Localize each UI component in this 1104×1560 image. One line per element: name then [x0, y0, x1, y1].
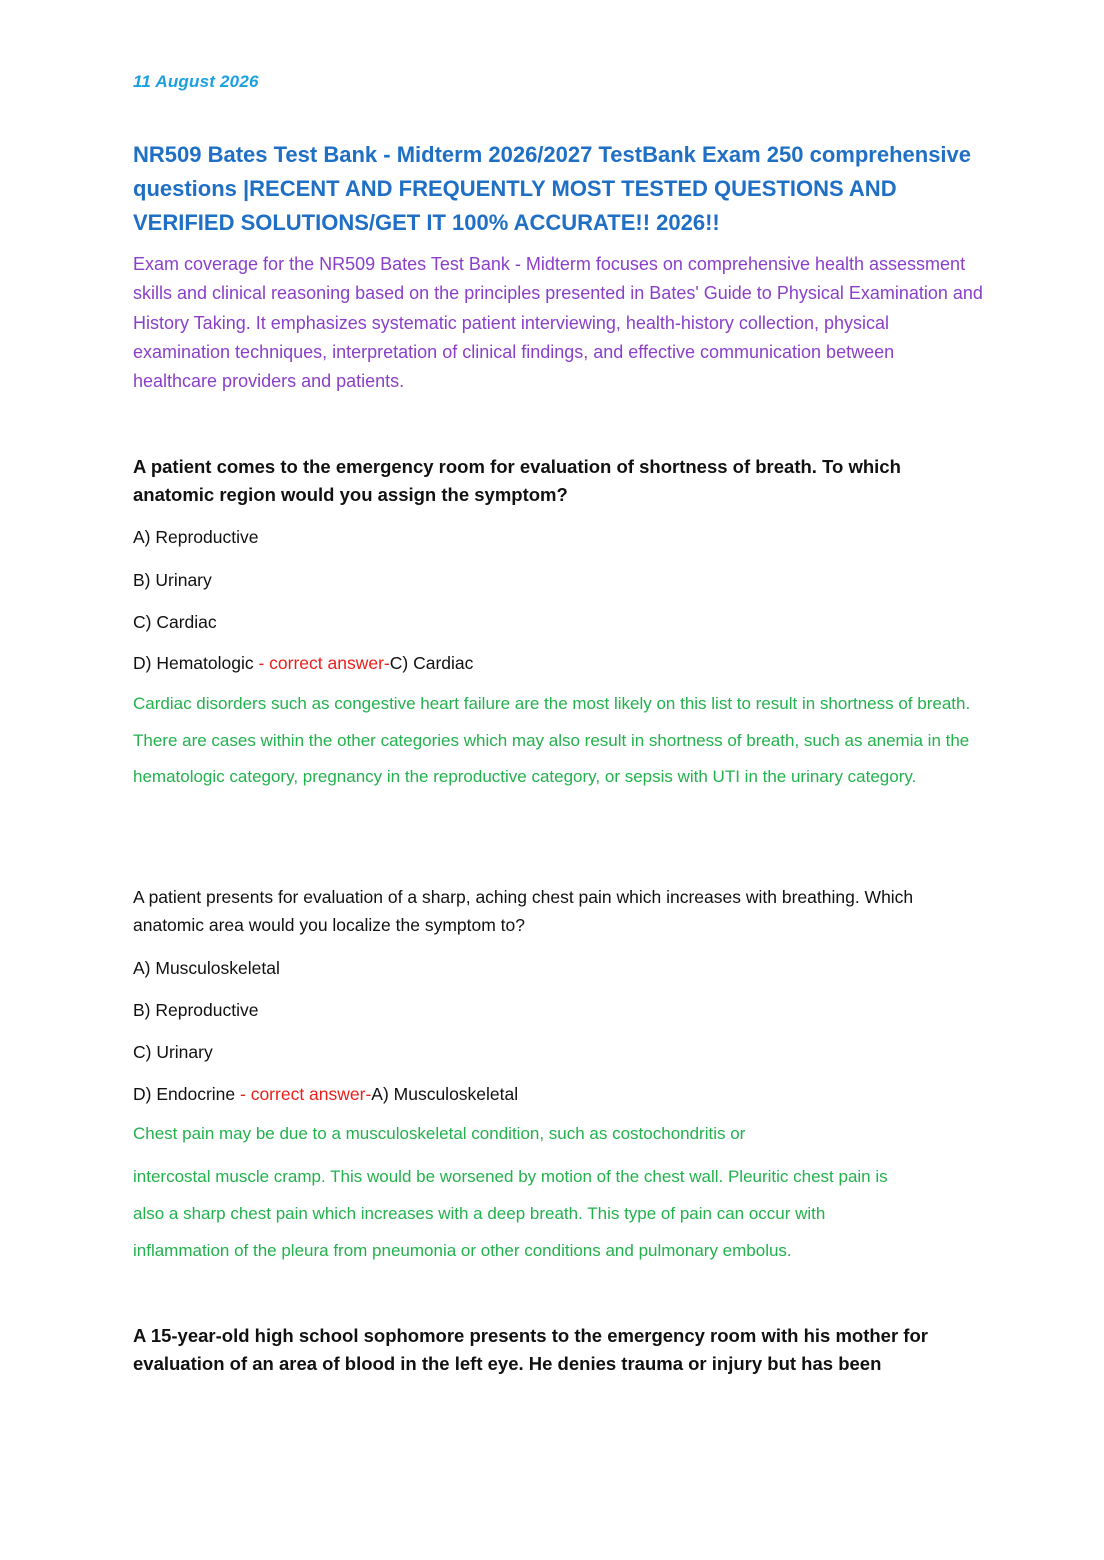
- question-2-explanation-line-1: Chest pain may be due to a musculoskeletal condition, such as costochondritis or: [133, 1124, 746, 1143]
- question-1-option-c: C) Cardiac: [133, 612, 217, 632]
- correct-answer-marker: - correct answer-: [235, 1084, 372, 1104]
- question-2-option-c: C) Urinary: [133, 1042, 213, 1062]
- question-2-option-b: B) Reproductive: [133, 1000, 259, 1020]
- question-1-explanation: Cardiac disorders such as congestive heart failure are the most likely on this list to result in shortness of breath. There are cases within the other categories which may also result in shortness of breath, such as anemia in the hematologic category, pregnancy in the reproductive category, or sepsis with UTI in the urinary category.: [133, 694, 971, 786]
- question-2-option-d-line: [133, 1083, 518, 1105]
- document-date: 11 August 2026: [133, 72, 259, 91]
- question-3-text: A 15-year-old high school sophomore presents to the emergency room with his mother for evaluation of an area of blood in the left eye. He denies trauma or injury but has been: [133, 1325, 928, 1374]
- question-2-explanation-line-3: also a sharp chest pain which increases with a deep breath. This type of pain can occur with: [133, 1204, 826, 1223]
- question-2-option-d: D) Endocrine: [133, 1084, 236, 1104]
- question-1-option-b: B) Urinary: [133, 570, 212, 590]
- document-title: NR509 Bates Test Bank - Midterm 2026/2027 TestBank Exam 250 comprehensive questions |RECENT AND FREQUENTLY MOST TESTED QUESTIONS AND VERIFIED SOLUTIONS/GET IT 100% ACCURATE!! 2026!!: [133, 142, 972, 235]
- question-1-option-d-line: [133, 652, 473, 674]
- question-1-option-a: A) Reproductive: [133, 527, 259, 547]
- correct-answer-marker: - correct answer-: [253, 653, 390, 673]
- question-1-answer: C) Cardiac: [389, 653, 474, 673]
- question-1-text: A patient comes to the emergency room for evaluation of shortness of breath. To which anatomic region would you assign the symptom?: [133, 456, 901, 505]
- question-2-explanation-line-4: inflammation of the pleura from pneumonia or other conditions and pulmonary embolus.: [133, 1241, 792, 1260]
- question-2-option-a: A) Musculoskeletal: [133, 958, 280, 978]
- question-2-explanation-line-2: intercostal muscle cramp. This would be worsened by motion of the chest wall. Pleuritic chest pain is: [133, 1167, 888, 1186]
- question-1-option-d: D) Hematologic: [133, 653, 254, 673]
- question-2-answer: A) Musculoskeletal: [371, 1084, 519, 1104]
- question-2-text: A patient presents for evaluation of a sharp, aching chest pain which increases with breathing. Which anatomic area would you localize the symptom to?: [133, 887, 914, 935]
- document-intro: Exam coverage for the NR509 Bates Test Bank - Midterm focuses on comprehensive health assessment skills and clinical reasoning based on the principles presented in Bates' Guide to Physical Examination and History Taking. It emphasizes systematic patient interviewing, health-history collection, physical examination techniques, interpretation of clinical findings, and effective communication between healthcare providers and patients.: [133, 254, 983, 392]
